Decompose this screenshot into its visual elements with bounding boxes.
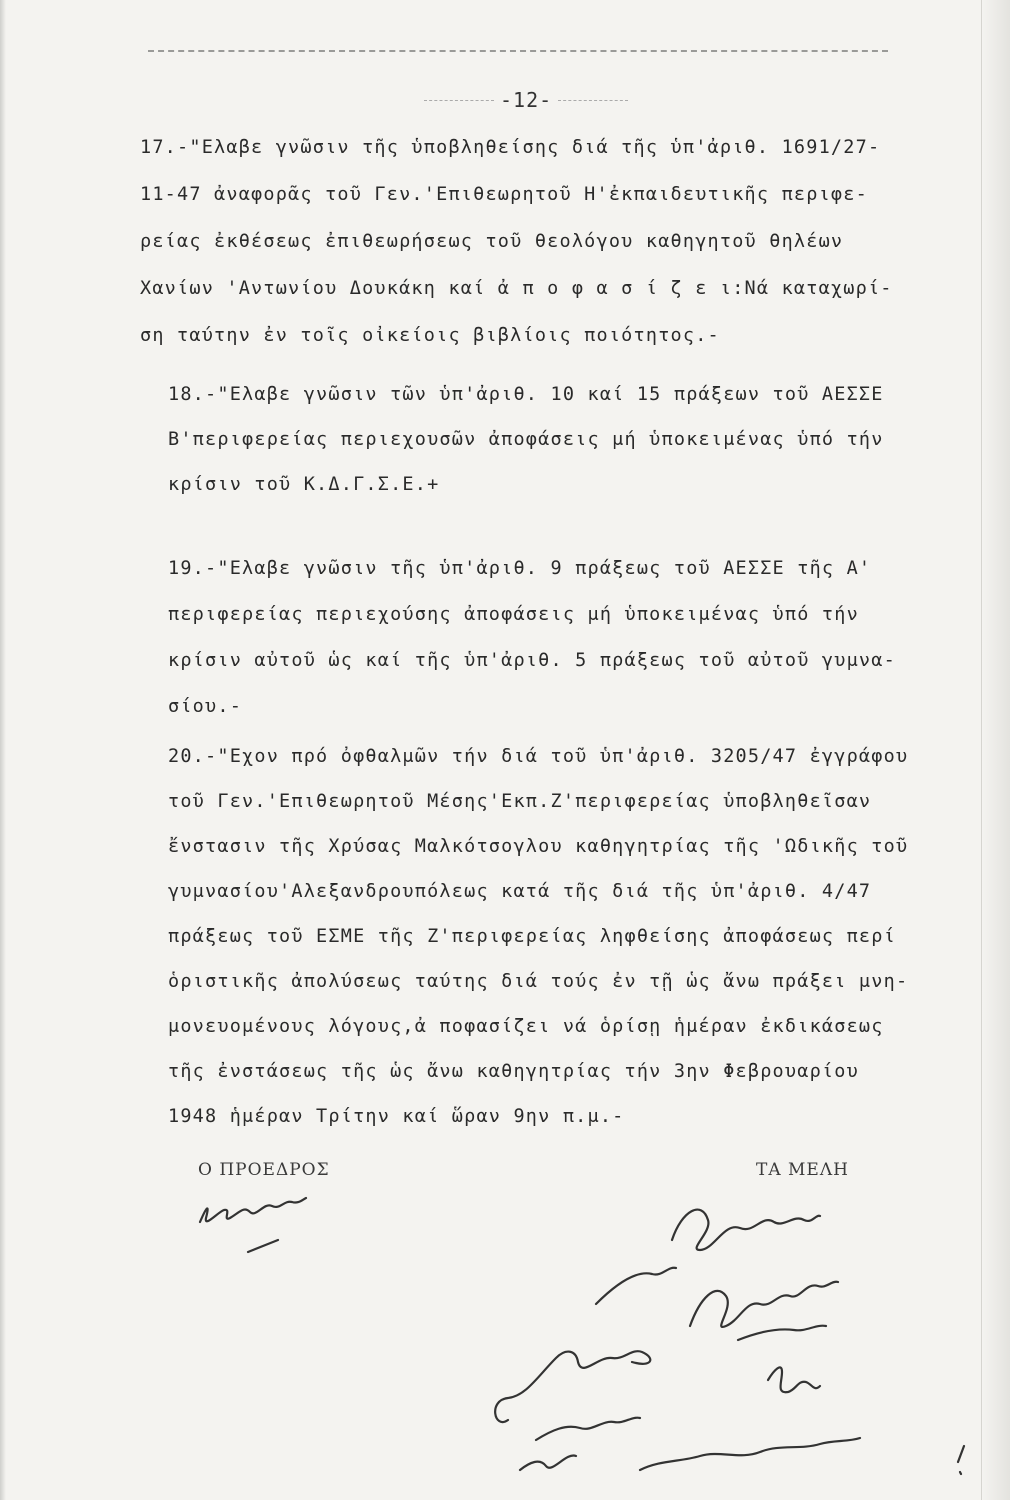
- members-label: ΤΑ ΜΕΛΗ: [756, 1160, 849, 1180]
- paragraph-line: 11-47 ἀναφορᾶς τοῦ Γεν.'Επιθεωρητοῦ Η'ἐκπαιδευτικῆς περιφε-: [140, 184, 868, 205]
- paragraph-line: τῆς ἐνστάσεως τῆς ὡς ἄνω καθηγητρίας τήν 3ην Φεβρουαρίου: [168, 1061, 859, 1082]
- paragraph-line: ρείας ἐκθέσεως ἐπιθεωρήσεως τοῦ θεολόγου καθηγητοῦ θηλέων: [140, 231, 844, 252]
- paragraph-18: [168, 372, 968, 507]
- member-signature-2: [690, 1282, 838, 1340]
- paragraph-line: ὁριστικῆς ἀπολύσεως ταύτης διά τούς ἐν τῇ ὡς ἄνω πράξει μνη-: [168, 971, 909, 992]
- paragraph-line: 1948 ἡμέραν Τρίτην καί ὥραν 9ην π.μ.-: [168, 1106, 625, 1127]
- paragraph-line: τοῦ Γεν.'Επιθεωρητοῦ Μέσης'Εκπ.Ζ'περιφερείας ὑποβληθεῖσαν: [168, 791, 872, 812]
- paragraph-line: 19.-"Ελαβε γνῶσιν τῆς ὑπ'ἀριθ. 9 πράξεως τοῦ ΑΕΣΣΕ τῆς Α': [168, 558, 872, 579]
- paragraph-line: Χανίων 'Αντωνίου Δουκάκη καί ἀ π ο φ α σ ί ζ ε ι:Νά καταχωρί-: [140, 278, 893, 299]
- paragraph-line: κρίσιν τοῦ Κ.Δ.Γ.Σ.Ε.+: [168, 474, 440, 495]
- paragraph-line: πράξεως τοῦ ΕΣΜΕ τῆς Ζ'περιφερείας ληφθείσης ἀποφάσεως περί: [168, 926, 896, 947]
- member-signature-6: [520, 1438, 964, 1474]
- member-signature-4: [495, 1351, 650, 1440]
- paragraph-line: 18.-"Ελαβε γνῶσιν τῶν ὑπ'ἀριθ. 10 καί 15 πράξεων τοῦ ΑΕΣΣΕ: [168, 384, 884, 405]
- paragraph-line: Β'περιφερείας περιεχουσῶν ἀποφάσεις μή ὑποκειμένας ὑπό τήν: [168, 429, 884, 450]
- signatures-area: [0, 1180, 1010, 1500]
- page-number: -12-: [500, 88, 553, 112]
- paragraph-line: κρίσιν αὐτοῦ ὡς καί τῆς ὑπ'ἀριθ. 5 πράξεως τοῦ αὐτοῦ γυμνα-: [168, 650, 896, 671]
- paragraph-line: 17.-"Ελαβε γνῶσιν τῆς ὑποβληθείσης διά τῆς ὑπ'ἀριθ. 1691/27-: [140, 137, 881, 158]
- president-label: Ο ΠΡΟΕΔΡΟΣ: [198, 1160, 330, 1180]
- paragraph-line: γυμνασίου'Αλεξανδρουπόλεως κατά τῆς διά τῆς ὑπ'ἀριθ. 4/47: [168, 881, 872, 902]
- paragraph-line: μονευομένους λόγους,ἀ ποφασίζει νά ὁρίσῃ ἡμέραν ἐκδικάσεως: [168, 1016, 884, 1037]
- paragraph-line: 20.-"Εχον πρό ὀφθαλμῶν τήν διά τοῦ ὑπ'ἀριθ. 3205/47 ἐγγράφου: [168, 746, 909, 767]
- paragraph-20: [168, 734, 968, 1139]
- paragraph-17: [140, 124, 940, 359]
- president-signature: [200, 1198, 306, 1252]
- member-signature-5: [768, 1367, 820, 1392]
- paragraph-line: ση ταύτην ἐν τοῖς οἰκείοις βιβλίοις ποιότητος.-: [140, 325, 720, 346]
- paragraph-line: σίου.-: [168, 696, 243, 717]
- member-signature-3: [596, 1268, 676, 1304]
- paragraph-19: [168, 546, 968, 730]
- paragraph-line: ἔνστασιν τῆς Χρύσας Μαλκότσογλου καθηγητρίας τῆς 'Ωδικῆς τοῦ: [168, 836, 909, 857]
- paragraph-line: περιφερείας περιεχούσης ἀποφάσεις μή ὑποκειμένας ὑπό τήν: [168, 604, 859, 625]
- header-rule: [148, 50, 888, 52]
- member-signature-1: [672, 1210, 820, 1250]
